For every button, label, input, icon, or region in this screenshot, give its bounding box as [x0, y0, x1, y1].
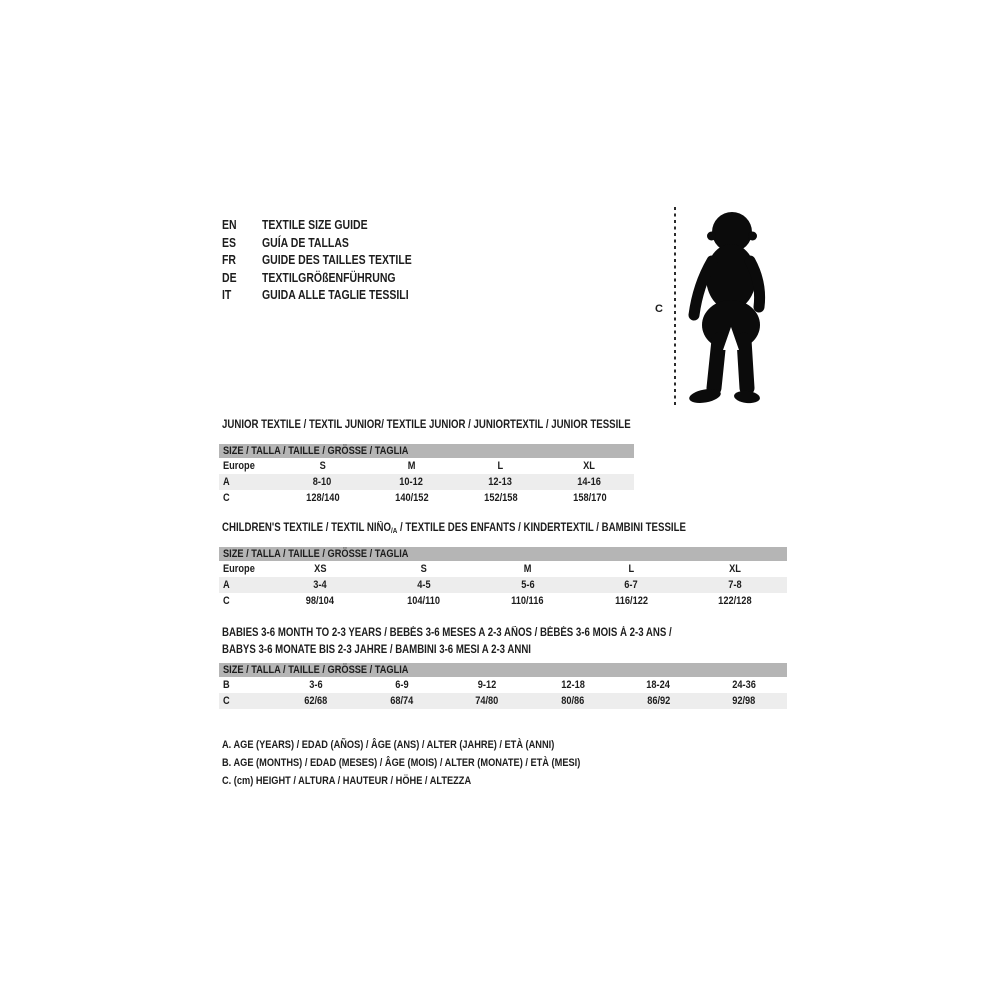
height-measure-label: C: [655, 303, 663, 315]
language-code: IT: [222, 288, 232, 302]
junior-size-table: [219, 444, 634, 506]
cell-value: 6-9: [394, 679, 409, 691]
cell-value: 74/80: [475, 695, 499, 707]
language-row: [222, 287, 440, 305]
cell-value: 104/110: [407, 595, 441, 607]
table-row-age: [219, 474, 634, 490]
cell-value: 9-12: [477, 679, 497, 691]
size-column: S: [319, 460, 326, 472]
cell-value: 7-8: [728, 579, 742, 591]
cell-value: 158/170: [572, 492, 607, 504]
language-label: TEXTILGRÖßENFÜHRUNG: [262, 270, 396, 285]
cell-value: 12-18: [561, 679, 585, 691]
cell-value: 8-10: [313, 476, 332, 488]
row-label: C: [223, 595, 230, 607]
cell-value: 116/122: [614, 595, 648, 607]
language-code: FR: [222, 253, 237, 267]
row-label: A: [223, 476, 230, 488]
size-column: L: [497, 460, 504, 472]
row-label: C: [223, 695, 230, 707]
cell-value: 128/140: [305, 492, 340, 504]
row-label: Europe: [223, 563, 255, 575]
size-header-bar: SIZE / TALLA / TAILLE / GRÖSSE / TAGLIA: [219, 663, 787, 677]
table-row-height: [219, 490, 634, 506]
cell-value: 98/104: [305, 595, 335, 607]
cell-value: 80/86: [561, 695, 585, 707]
language-row: [222, 270, 440, 288]
cell-value: 68/74: [389, 695, 414, 707]
cell-value: 24-36: [732, 679, 757, 691]
babies-size-table: [219, 663, 787, 709]
table-row-sizes: [219, 561, 787, 577]
cell-value: 3-4: [313, 579, 327, 591]
height-dotted-line: [674, 207, 676, 408]
cell-value: 86/92: [646, 695, 671, 707]
size-column: M: [407, 460, 416, 472]
cell-value: 110/116: [511, 595, 544, 607]
cell-value: 122/128: [718, 595, 752, 607]
size-column: XL: [583, 460, 596, 472]
size-column: S: [420, 563, 427, 575]
size-header-bar: SIZE / TALLA / TAILLE / GRÖSSE / TAGLIA: [219, 547, 787, 561]
language-row: [222, 252, 440, 270]
language-label: TEXTILE SIZE GUIDE: [262, 218, 368, 232]
cell-value: 6-7: [624, 579, 638, 591]
language-label: GUÍA DE TALLAS: [262, 235, 349, 250]
cell-value: 5-6: [520, 579, 535, 591]
cell-value: 14-16: [577, 476, 602, 488]
junior-table-title: JUNIOR TEXTILE / TEXTIL JUNIOR/ TEXTILE JUNIOR / JUNIORTEXTIL / JUNIOR TESSILE: [222, 419, 631, 431]
language-code: EN: [222, 218, 237, 232]
language-label: GUIDA ALLE TAGLIE TESSILI: [262, 288, 409, 302]
table-row-height: [219, 593, 787, 609]
cell-value: 3-6: [309, 679, 323, 691]
language-label: GUIDE DES TAILLES TEXTILE: [262, 253, 412, 267]
size-column: XL: [729, 563, 741, 575]
language-row: [222, 235, 440, 253]
size-column: XS: [313, 563, 327, 575]
measurement-legend: [222, 736, 649, 790]
language-list: [222, 217, 440, 305]
row-label: C: [223, 492, 230, 504]
legend-line-b: B. AGE (MONTHS) / EDAD (MESES) / ÂGE (MOIS) / ALTER (MONATE) / ETÀ (MESI): [222, 757, 581, 769]
babies-table-title: BABIES 3-6 MONTH TO 2-3 YEARS / BEBÉS 3-6 MESES A 2-3 AÑOS / BÉBÉS 3-6 MOIS À 2-3 ANS / BABYS 3-6 MONATE BIS 2-3 JAHRE / BAMBINI 3-6 MESI A 2-3 ANNI: [222, 627, 672, 656]
size-column: M: [523, 563, 532, 575]
cell-value: 152/158: [483, 492, 518, 504]
table-row-sizes: [219, 458, 634, 474]
row-label: A: [223, 579, 230, 591]
language-row: [222, 217, 440, 235]
cell-value: 140/152: [394, 492, 429, 504]
cell-value: 12-13: [488, 476, 513, 488]
legend-line-c: C. (cm) HEIGHT / ALTURA / HAUTEUR / HÖHE / ALTEZZA: [222, 775, 472, 787]
row-label: Europe: [223, 460, 255, 472]
toddler-silhouette-icon: [686, 205, 774, 407]
table-row-height: [219, 693, 787, 709]
cell-value: 62/68: [304, 695, 328, 707]
cell-value: 10-12: [399, 476, 424, 488]
size-header-bar: SIZE / TALLA / TAILLE / GRÖSSE / TAGLIA: [219, 444, 634, 458]
language-code: DE: [222, 270, 237, 285]
cell-value: 92/98: [732, 695, 756, 707]
legend-line-a: A. AGE (YEARS) / EDAD (AÑOS) / ÂGE (ANS) / ALTER (JAHRE) / ETÀ (ANNI): [222, 739, 555, 751]
language-code: ES: [222, 235, 237, 250]
table-row-months: [219, 677, 787, 693]
cell-value: 4-5: [417, 579, 431, 591]
size-column: L: [628, 563, 635, 575]
children-size-table: [219, 547, 787, 609]
row-label: B: [223, 679, 230, 691]
cell-value: 18-24: [646, 679, 671, 691]
children-table-title: CHILDREN'S TEXTILE / TEXTIL $NIÑO_{/A}$ / TEXTILE DES ENFANTS / KINDERTEXTIL / BAMBINI TESSILE: [222, 522, 686, 535]
table-row-age: [219, 577, 787, 593]
